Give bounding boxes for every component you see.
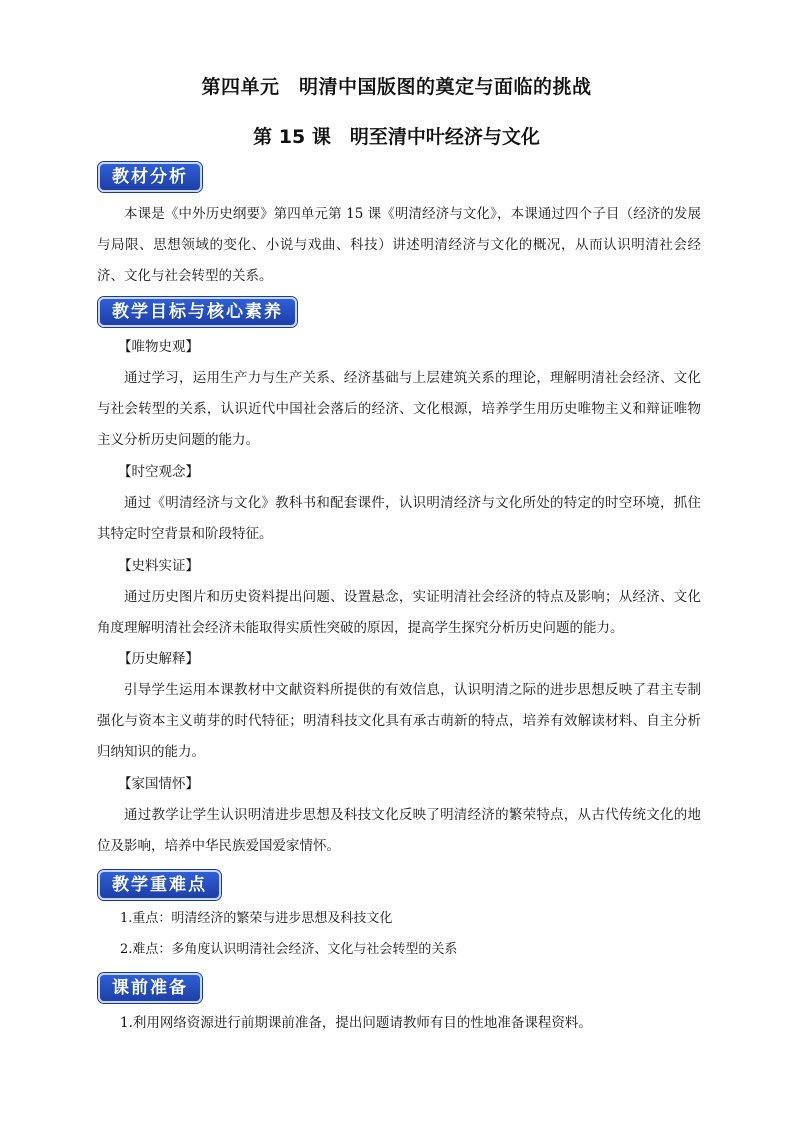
section-badge-analysis: 教材分析 — [98, 162, 202, 192]
goal-label-spacetime: 【时空观念】 — [118, 464, 199, 480]
keypoint-item-1: 1.重点：明清经济的繁荣与进步思想及科技文化 — [120, 911, 393, 926]
goal-text-interpretation: 引导学生运用本课教材中文献资料所提供的有效信息，认识明清之际的进步思想反映了君主专制强化与资本主义萌芽的时代特征；明清科技文化具有承古萌新的特点，培养有效解读材料、自主分析归纳知识的能力。 — [97, 682, 701, 760]
section-badge-prep: 课前准备 — [98, 973, 202, 1003]
analysis-paragraph: 本课是《中外历史纲要》第四单元第 15 课《明清经济与文化》，本课通过四个子目（经济的发展与局限、思想领域的变化、小说与戏曲、科技）讲述明清经济与文化的概况，从而认识明清社会经济、文化与社会转型的关系。 — [97, 206, 701, 284]
goal-text-spacetime: 通过《明清经济与文化》教科书和配套课件，认识明清经济与文化所处的特定的时空环境，抓住其特定时空背景和阶段特征。 — [97, 495, 701, 542]
goal-text-patriotism: 通过教学让学生认识明清进步思想及科技文化反映了明清经济的繁荣特点，从古代传统文化的地位及影响，培养中华民族爱国爱家情怀。 — [97, 807, 701, 854]
goal-label-patriotism: 【家国情怀】 — [118, 776, 199, 792]
keypoint-item-2: 2.难点：多角度认识明清社会经济、文化与社会转型的关系 — [120, 942, 458, 957]
lesson-title: 第 15 课 明至清中叶经济与文化 — [253, 126, 540, 148]
unit-title: 第四单元 明清中国版图的奠定与面临的挑战 — [201, 76, 592, 98]
goal-label-interpretation: 【历史解释】 — [118, 651, 199, 667]
goal-text-materialism: 通过学习，运用生产力与生产关系、经济基础与上层建筑关系的理论，理解明清社会经济、文化与社会转型的关系，认识近代中国社会落后的经济、文化根源，培养学生用历史唯物主义和辩证唯物主义分析历史问题的能力。 — [97, 370, 701, 448]
goal-label-evidence: 【史料实证】 — [118, 558, 199, 574]
goal-label-materialism: 【唯物史观】 — [118, 339, 199, 355]
section-badge-goals: 教学目标与核心素养 — [98, 297, 297, 327]
section-badge-keypoints: 教学重难点 — [98, 870, 221, 900]
prep-item-1: 1.利用网络资源进行前期课前准备，提出问题请教师有目的性地准备课程资料。 — [120, 1015, 592, 1031]
goal-text-evidence: 通过历史图片和历史资料提出问题、设置悬念，实证明清社会经济的特点及影响；从经济、文化角度理解明清社会经济未能取得实质性突破的原因，提高学生探究分析历史问题的能力。 — [97, 589, 701, 636]
